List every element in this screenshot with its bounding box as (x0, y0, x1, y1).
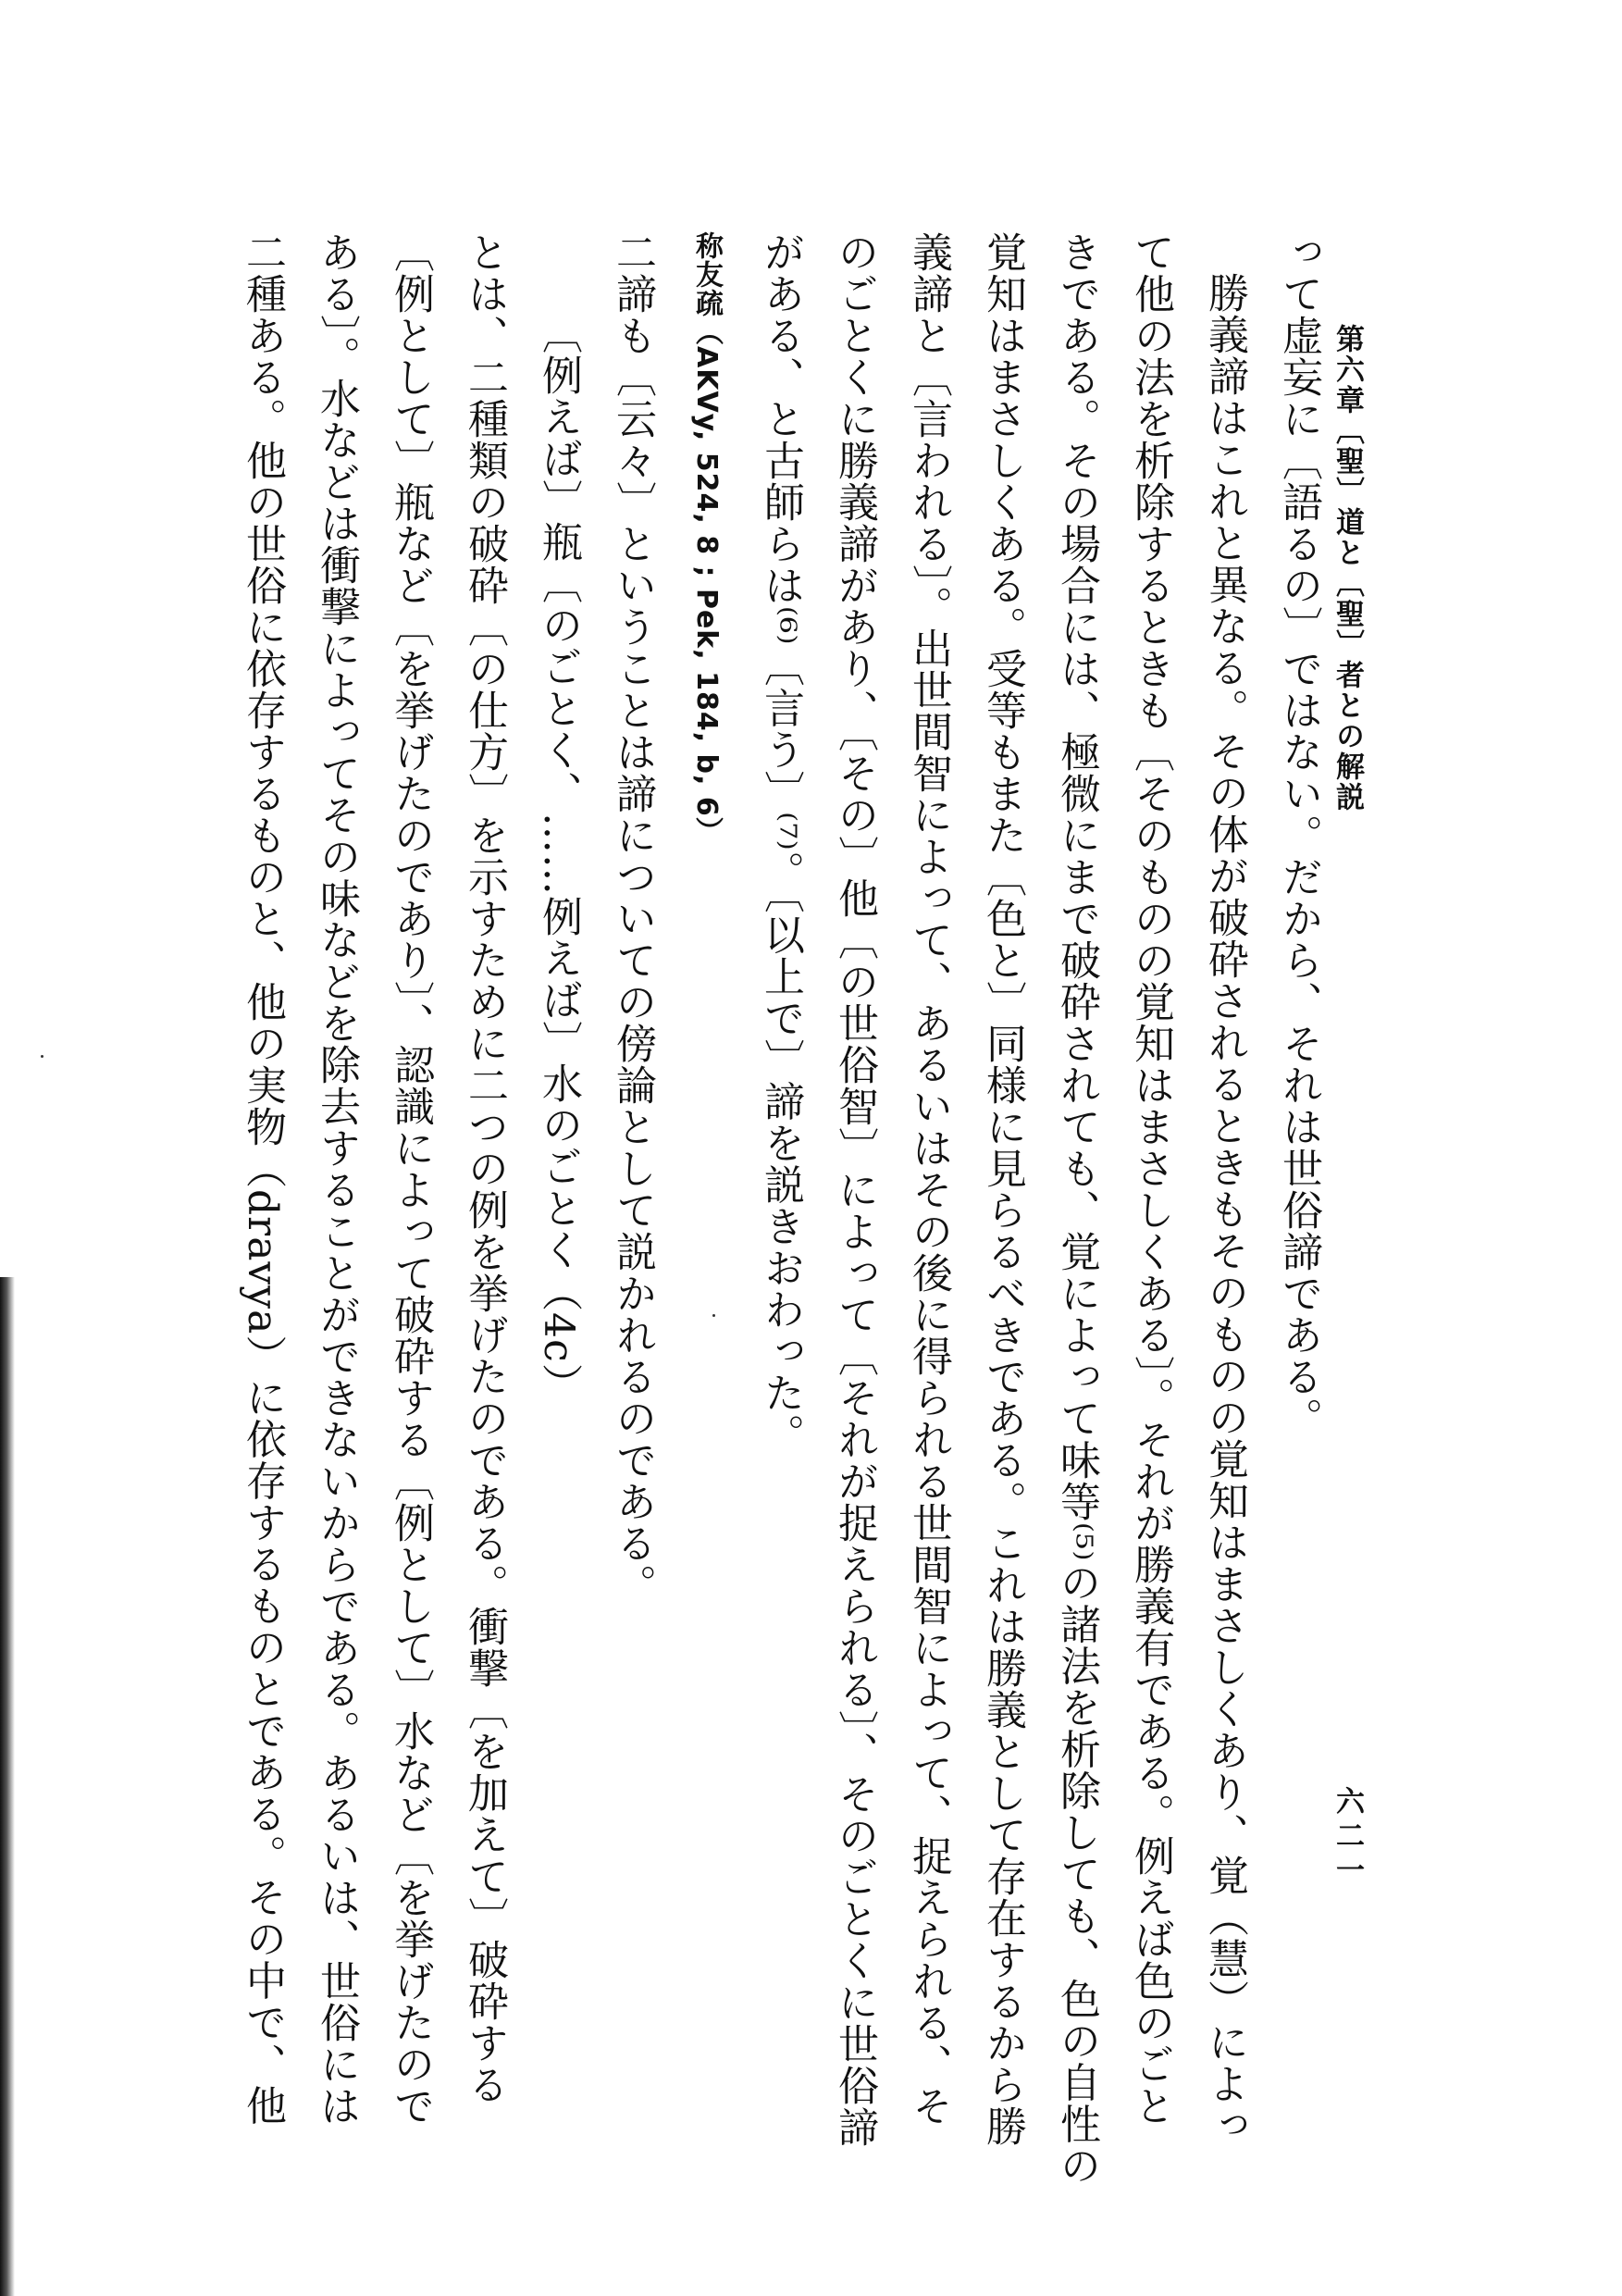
text-line: ある〕。水などは衝撃によってその味などを除去することができないからである。あるいは、世俗には (313, 231, 360, 2127)
text-line: がある、と古師らは⁽⁶⁾〔言う〕⁽⁷⁾。〔以上で〕諦を説きおわった。 (757, 231, 804, 1456)
text-line: 〔例えば〕瓶〔のごとく、……例えば〕水のごとく（4c） (535, 313, 582, 1405)
scan-speck (41, 1055, 43, 1058)
text-line: きである。その場合には、極微にまで破砕されても、覚によって味等⁽⁵⁾の諸法を析除しても、色の自性の (1053, 231, 1100, 2187)
text-line: 勝義諦はこれと異なる。その体が破砕されるときもそのものの覚知はまさしくあり、覚（慧）によっ (1201, 272, 1248, 2146)
page-number: 六二一 (1331, 1786, 1364, 1889)
text-line: って虚妄に〔語るの〕ではない。だから、それは世俗諦である。 (1275, 231, 1322, 1439)
scan-shadow-edge (0, 1277, 15, 2296)
text-line: とは、二種類の破砕〔の仕方〕を示すために二つの例を挙げたのである。衝撃〔を加えて〕破砕する (461, 231, 508, 2105)
text-line: のごとくに勝義諦があり、〔その〕他〔の世俗智〕によって〔それが捉えられる〕、そのごとくに世俗諦 (831, 231, 878, 2148)
scan-speck (712, 1314, 715, 1317)
text-line: 義諦と〔言われる〕。出世間智によって、あるいはその後に得られる世間智によって、捉えられる、そ (905, 231, 952, 2127)
running-header: 第六章〔聖〕道と〔聖〕者との解説 (1331, 324, 1364, 813)
text-line: 二種ある。他の世俗に依存するものと、他の実物（dravya）に依存するものとである。その中で、他 (239, 231, 286, 2127)
body-text (188, 231, 1335, 2187)
text-line: 二諦も〔云々〕ということは諦についての傍論として説かれるのである。 (609, 231, 656, 1606)
section-heading: 称友疏（AKVy, 524, 8 ; Pek, 184, b, 6） (690, 231, 723, 846)
text-line: 〔例として〕瓶など〔を挙げたのであり〕、認識によって破砕する〔例として〕水など〔を挙げたので (387, 231, 434, 2127)
text-line: 覚知はまさしくある。受等もまた〔色と〕同様に見らるべきである。これは勝義として存在するから勝 (979, 231, 1026, 2147)
text-line: て他の法を析除するときも〔そのものの覚知はまさしくある〕。それが勝義有である。例えば色のごと (1127, 231, 1174, 2127)
